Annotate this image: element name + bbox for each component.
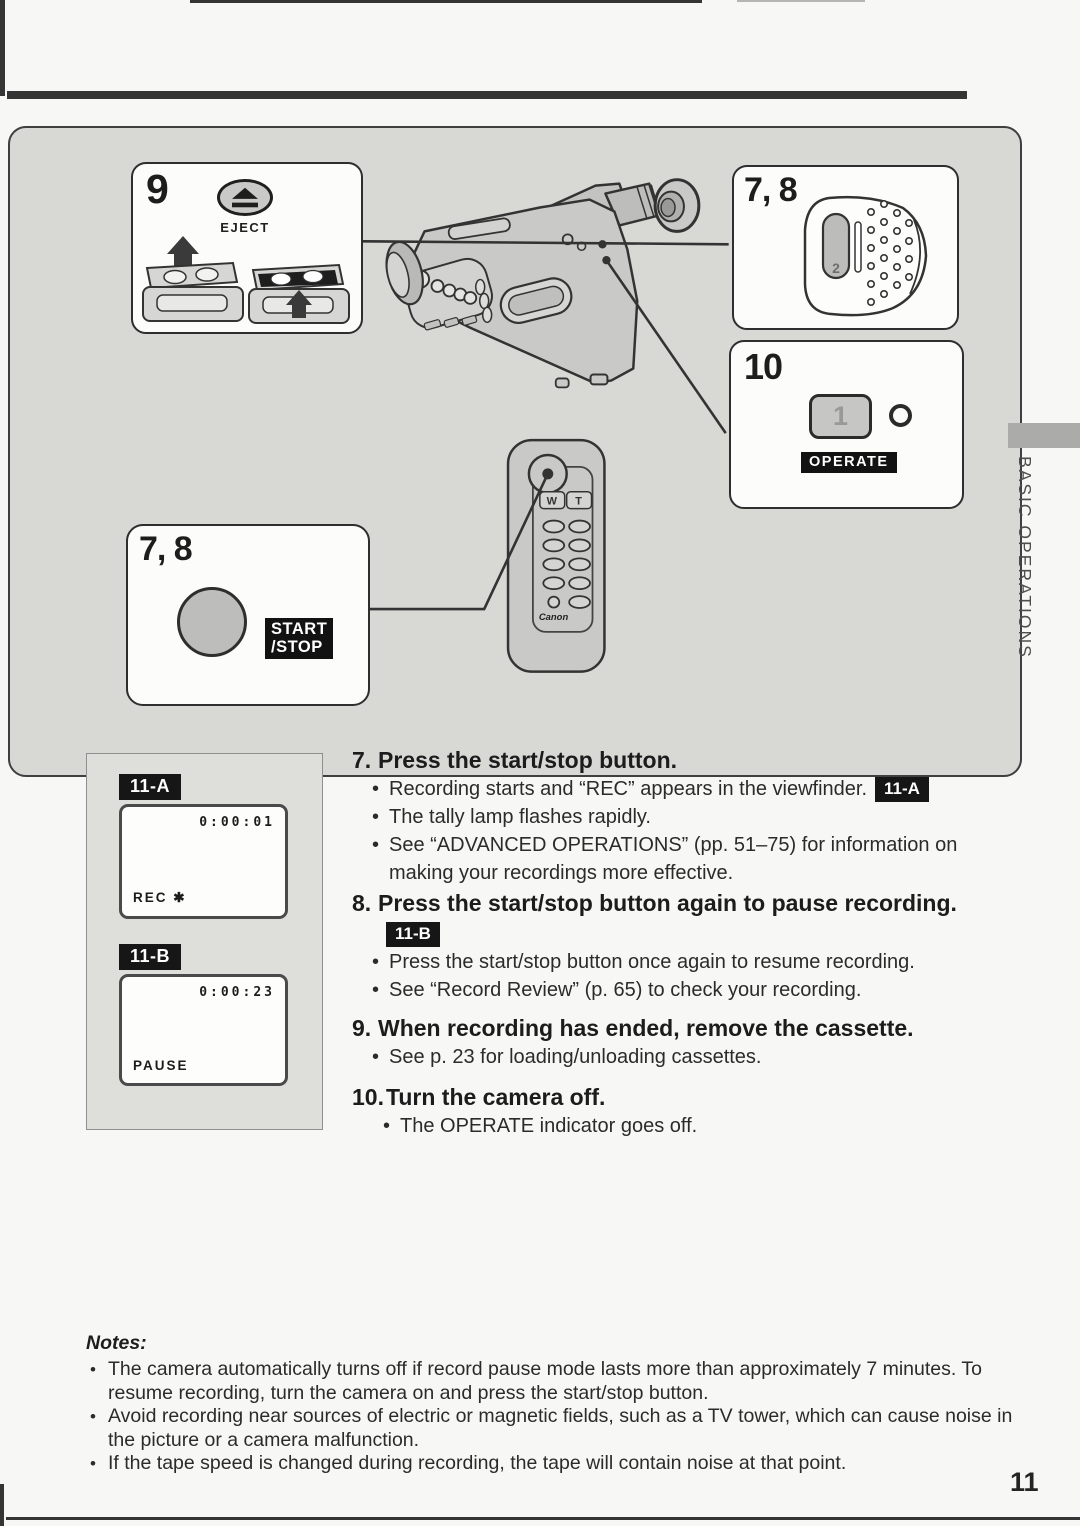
section-tab bbox=[1008, 423, 1080, 448]
figure-ref-badge-11a: 11-A bbox=[875, 777, 929, 802]
remote-control-illustration bbox=[508, 440, 604, 672]
remote-brand-label: Canon bbox=[538, 611, 569, 623]
timecode-rec: 0:00:01 bbox=[199, 815, 275, 830]
footer-rule bbox=[6, 1517, 1080, 1520]
remote-tele-button-label: T bbox=[575, 495, 582, 508]
eject-label: EJECT bbox=[220, 220, 270, 235]
pause-status: PAUSE bbox=[133, 1058, 189, 1073]
note-item: • Avoid recording near sources of electric or magnetic fields, such as a TV tower, which can cause noise in the picture or a camera malfunction. bbox=[90, 1405, 1024, 1452]
diagram-panel bbox=[8, 126, 1022, 777]
page-number: 11 bbox=[1010, 1467, 1039, 1497]
tally-lamp-dot bbox=[598, 240, 606, 248]
power-button-1-label: 1 bbox=[832, 401, 849, 431]
step-10 bbox=[352, 1083, 1026, 1140]
step-number-7-8: 7, 8 bbox=[744, 171, 797, 209]
step-7 bbox=[352, 746, 1018, 887]
camera-rear-illustration bbox=[799, 192, 951, 327]
rec-status: REC ✱ bbox=[133, 890, 187, 905]
step-8-bullets bbox=[372, 948, 997, 1004]
bullet: • See “Record Review” (p. 65) to check your recording. bbox=[372, 976, 997, 1004]
operate-switch-dot bbox=[602, 256, 610, 264]
step-number-7-8b: 7, 8 bbox=[139, 530, 192, 568]
step-8 bbox=[352, 889, 998, 1004]
viewfinder-screen-pause bbox=[119, 974, 288, 1086]
callout-panel-operate bbox=[729, 340, 964, 509]
callout-panel-start-stop bbox=[126, 524, 370, 706]
viewfinder-figures-panel bbox=[86, 753, 323, 1130]
start-stop-label: START /STOP bbox=[265, 618, 333, 659]
scan-line-top-faint bbox=[737, 0, 865, 2]
figure-badge-11a: 11-A bbox=[119, 774, 181, 800]
callout-panel-rear-button bbox=[732, 165, 959, 330]
notes-heading: Notes: bbox=[86, 1332, 147, 1354]
scan-edge-bottom-left bbox=[0, 1484, 4, 1526]
step-7-bullets bbox=[372, 775, 997, 887]
step-7-heading: 7. Press the start/stop button. bbox=[352, 747, 678, 773]
step-9 bbox=[352, 1014, 1058, 1071]
callout-panel-eject bbox=[131, 162, 363, 334]
eject-icon bbox=[226, 185, 264, 211]
note-item: • If the tape speed is changed during recording, the tape will contain noise at that point. bbox=[90, 1452, 1024, 1476]
header-rule bbox=[7, 91, 967, 99]
notes-list bbox=[90, 1358, 1024, 1476]
step-number-10: 10 bbox=[744, 346, 783, 387]
bullet: • See “ADVANCED OPERATIONS” (pp. 51–75) for information on making your recordings more effective. bbox=[372, 831, 997, 887]
scan-line-top bbox=[190, 0, 702, 3]
remote-wide-button-label: W bbox=[546, 495, 557, 508]
step-9-heading: 9. When recording has ended, remove the cassette. bbox=[352, 1015, 914, 1041]
cassette-illustration bbox=[140, 232, 352, 330]
camcorder-illustration bbox=[381, 180, 699, 388]
step-9-bullets bbox=[372, 1043, 997, 1071]
bullet: • Recording starts and “REC” appears in the viewfinder. 11-A bbox=[372, 775, 997, 803]
step-10-heading: 10. Turn the camera off. bbox=[352, 1084, 606, 1110]
figure-badge-11b: 11-B bbox=[119, 944, 181, 970]
notes-section bbox=[86, 1331, 1024, 1476]
step-10-bullets bbox=[383, 1112, 1008, 1140]
bullet: • See p. 23 for loading/unloading cassettes. bbox=[372, 1043, 997, 1071]
operate-label: OPERATE bbox=[801, 452, 897, 473]
bullet: • The OPERATE indicator goes off. bbox=[383, 1112, 1008, 1140]
bullet: • Press the start/stop button once again to resume recording. bbox=[372, 948, 997, 976]
note-item: • The camera automatically turns off if record pause mode lasts more than approximately 7 minutes. To resume recording, turn the camera on and press the start/stop button. bbox=[90, 1358, 1024, 1405]
start-stop-button bbox=[177, 587, 247, 657]
timecode-pause: 0:00:23 bbox=[199, 985, 275, 1000]
figure-ref-badge-11b: 11-B bbox=[386, 922, 440, 947]
section-label: BASIC OPERATIONS bbox=[1015, 456, 1035, 659]
bullet: • The tally lamp flashes rapidly. bbox=[372, 803, 997, 831]
step-number-9: 9 bbox=[146, 166, 168, 212]
step-8-heading: 8. Press the start/stop button again to pause recording.11-B bbox=[352, 889, 998, 948]
viewfinder-screen-rec bbox=[119, 804, 288, 919]
eject-button bbox=[217, 179, 273, 216]
start-stop-button-2-label: 2 bbox=[832, 260, 840, 276]
power-button-1 bbox=[809, 394, 872, 439]
operate-indicator-lamp bbox=[889, 404, 912, 427]
scan-edge-top-left bbox=[0, 0, 5, 96]
